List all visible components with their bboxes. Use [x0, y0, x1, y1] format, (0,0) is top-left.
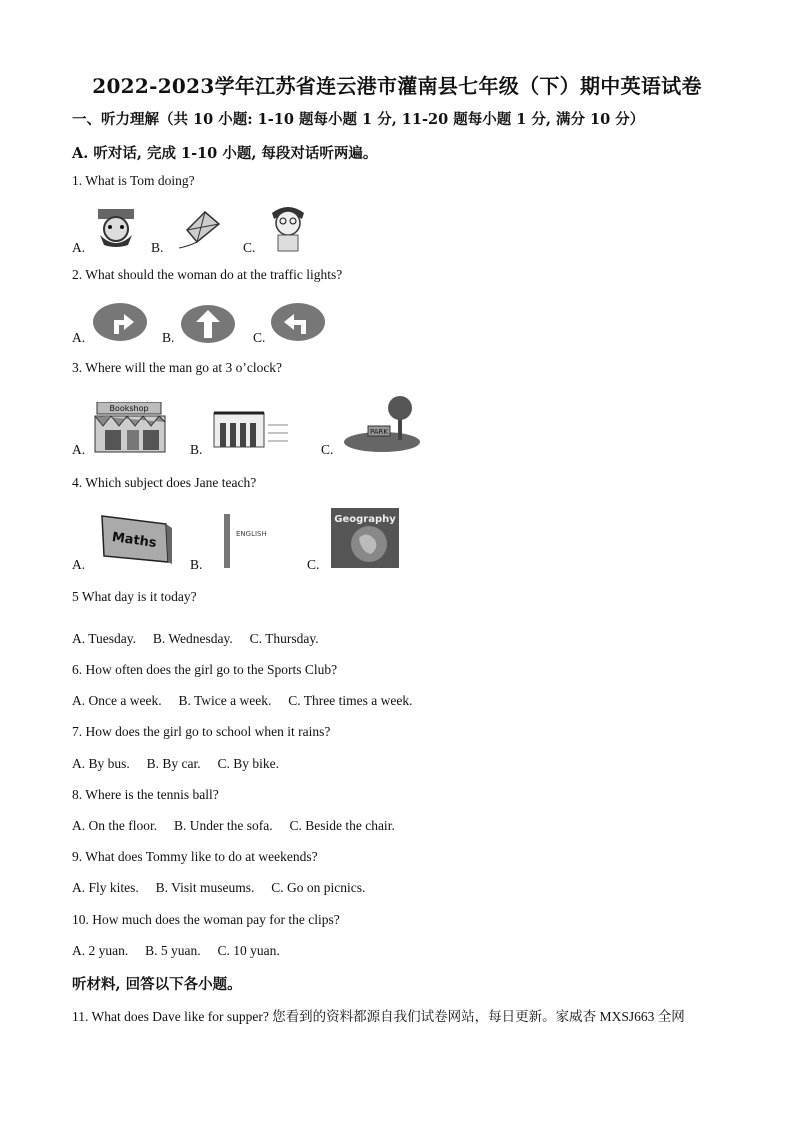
- q4-option-c-geography-book-image: [331, 508, 401, 568]
- q2-option-a-label: A.: [72, 330, 86, 345]
- q1-option-c-label: C.: [243, 240, 256, 255]
- question-7: 7. How does the girl go to school when it rains?: [72, 724, 331, 739]
- question-10: 10. How much does the woman pay for the clips?: [72, 912, 340, 927]
- q1-option-a-label: A.: [72, 240, 86, 255]
- q2-option-a-image: [92, 302, 148, 342]
- q1-option-a-image: [90, 205, 142, 251]
- question-1: 1. What is Tom doing?: [72, 173, 195, 188]
- q2-option-b-image: [180, 304, 236, 344]
- page-title: 2022-2023学年江苏省连云港市灌南县七年级（下）期中英语试卷: [92, 74, 702, 98]
- park-sign-text: PARK: [369, 428, 389, 436]
- q2-option-b-label: B.: [162, 330, 175, 345]
- q1-option-b-label: B.: [151, 240, 164, 255]
- question-2: 2. What should the woman do at the traffic lights?: [72, 267, 343, 282]
- q3-option-c-label: C.: [321, 442, 334, 457]
- bookshop-sign-text: Bookshop: [109, 404, 149, 413]
- q2-option-c-label: C.: [253, 330, 266, 345]
- q3-option-a-bookshop-image: [93, 402, 169, 454]
- q1-option-b-image: [175, 210, 221, 250]
- question-11: 11. What does Dave like for supper? 您看到的资料都源自我们试卷网站，每日更新。家威杏 MXSJ663 全网: [72, 1009, 685, 1024]
- q9-options: A. Fly kites. B. Visit museums. C. Go on picnics.: [72, 880, 366, 895]
- question-8: 8. Where is the tennis ball?: [72, 787, 219, 802]
- q2-option-c-image: [270, 302, 326, 342]
- q4-option-c-label: C.: [307, 557, 320, 572]
- question-9: 9. What does Tommy like to do at weekends?: [72, 849, 318, 864]
- q3-option-c-park-image: [342, 396, 422, 454]
- q4-option-b-english-book-image: [224, 514, 290, 570]
- q3-option-b-building-image: [212, 405, 294, 449]
- question-3: 3. Where will the man go at 3 o’clock?: [72, 360, 283, 375]
- question-5: 5 What day is it today?: [72, 589, 197, 604]
- listen-material-heading: 听材料, 回答以下各小题。: [72, 976, 242, 993]
- q4-option-b-label: B.: [190, 557, 203, 572]
- maths-book-title: Maths: [110, 529, 158, 552]
- q3-option-a-label: A.: [72, 442, 86, 457]
- q7-options: A. By bus. B. By car. C. By bike.: [72, 756, 280, 771]
- q3-option-b-label: B.: [190, 442, 203, 457]
- section-heading-listening: 一、听力理解（共 10 小题: 1-10 题每小题 1 分, 11-20 题每小题 1 分, 满分 10 分）: [72, 111, 645, 128]
- geography-book-title: Geography: [334, 514, 396, 525]
- part-a-instruction: A. 听对话, 完成 1-10 小题, 每段对话听两遍。: [72, 145, 378, 162]
- question-6: 6. How often does the girl go to the Sports Club?: [72, 662, 338, 677]
- q10-options: A. 2 yuan. B. 5 yuan. C. 10 yuan.: [72, 943, 280, 958]
- q8-options: A. On the floor. B. Under the sofa. C. Beside the chair.: [72, 818, 395, 833]
- q6-options: A. Once a week. B. Twice a week. C. Three times a week.: [72, 693, 413, 708]
- q1-option-c-image: [266, 203, 310, 253]
- english-book-title: ENGLISH: [236, 530, 267, 538]
- q4-option-a-maths-book-image: [96, 512, 174, 568]
- q5-options: A. Tuesday. B. Wednesday. C. Thursday.: [72, 631, 319, 646]
- question-4: 4. Which subject does Jane teach?: [72, 475, 257, 490]
- q4-option-a-label: A.: [72, 557, 86, 572]
